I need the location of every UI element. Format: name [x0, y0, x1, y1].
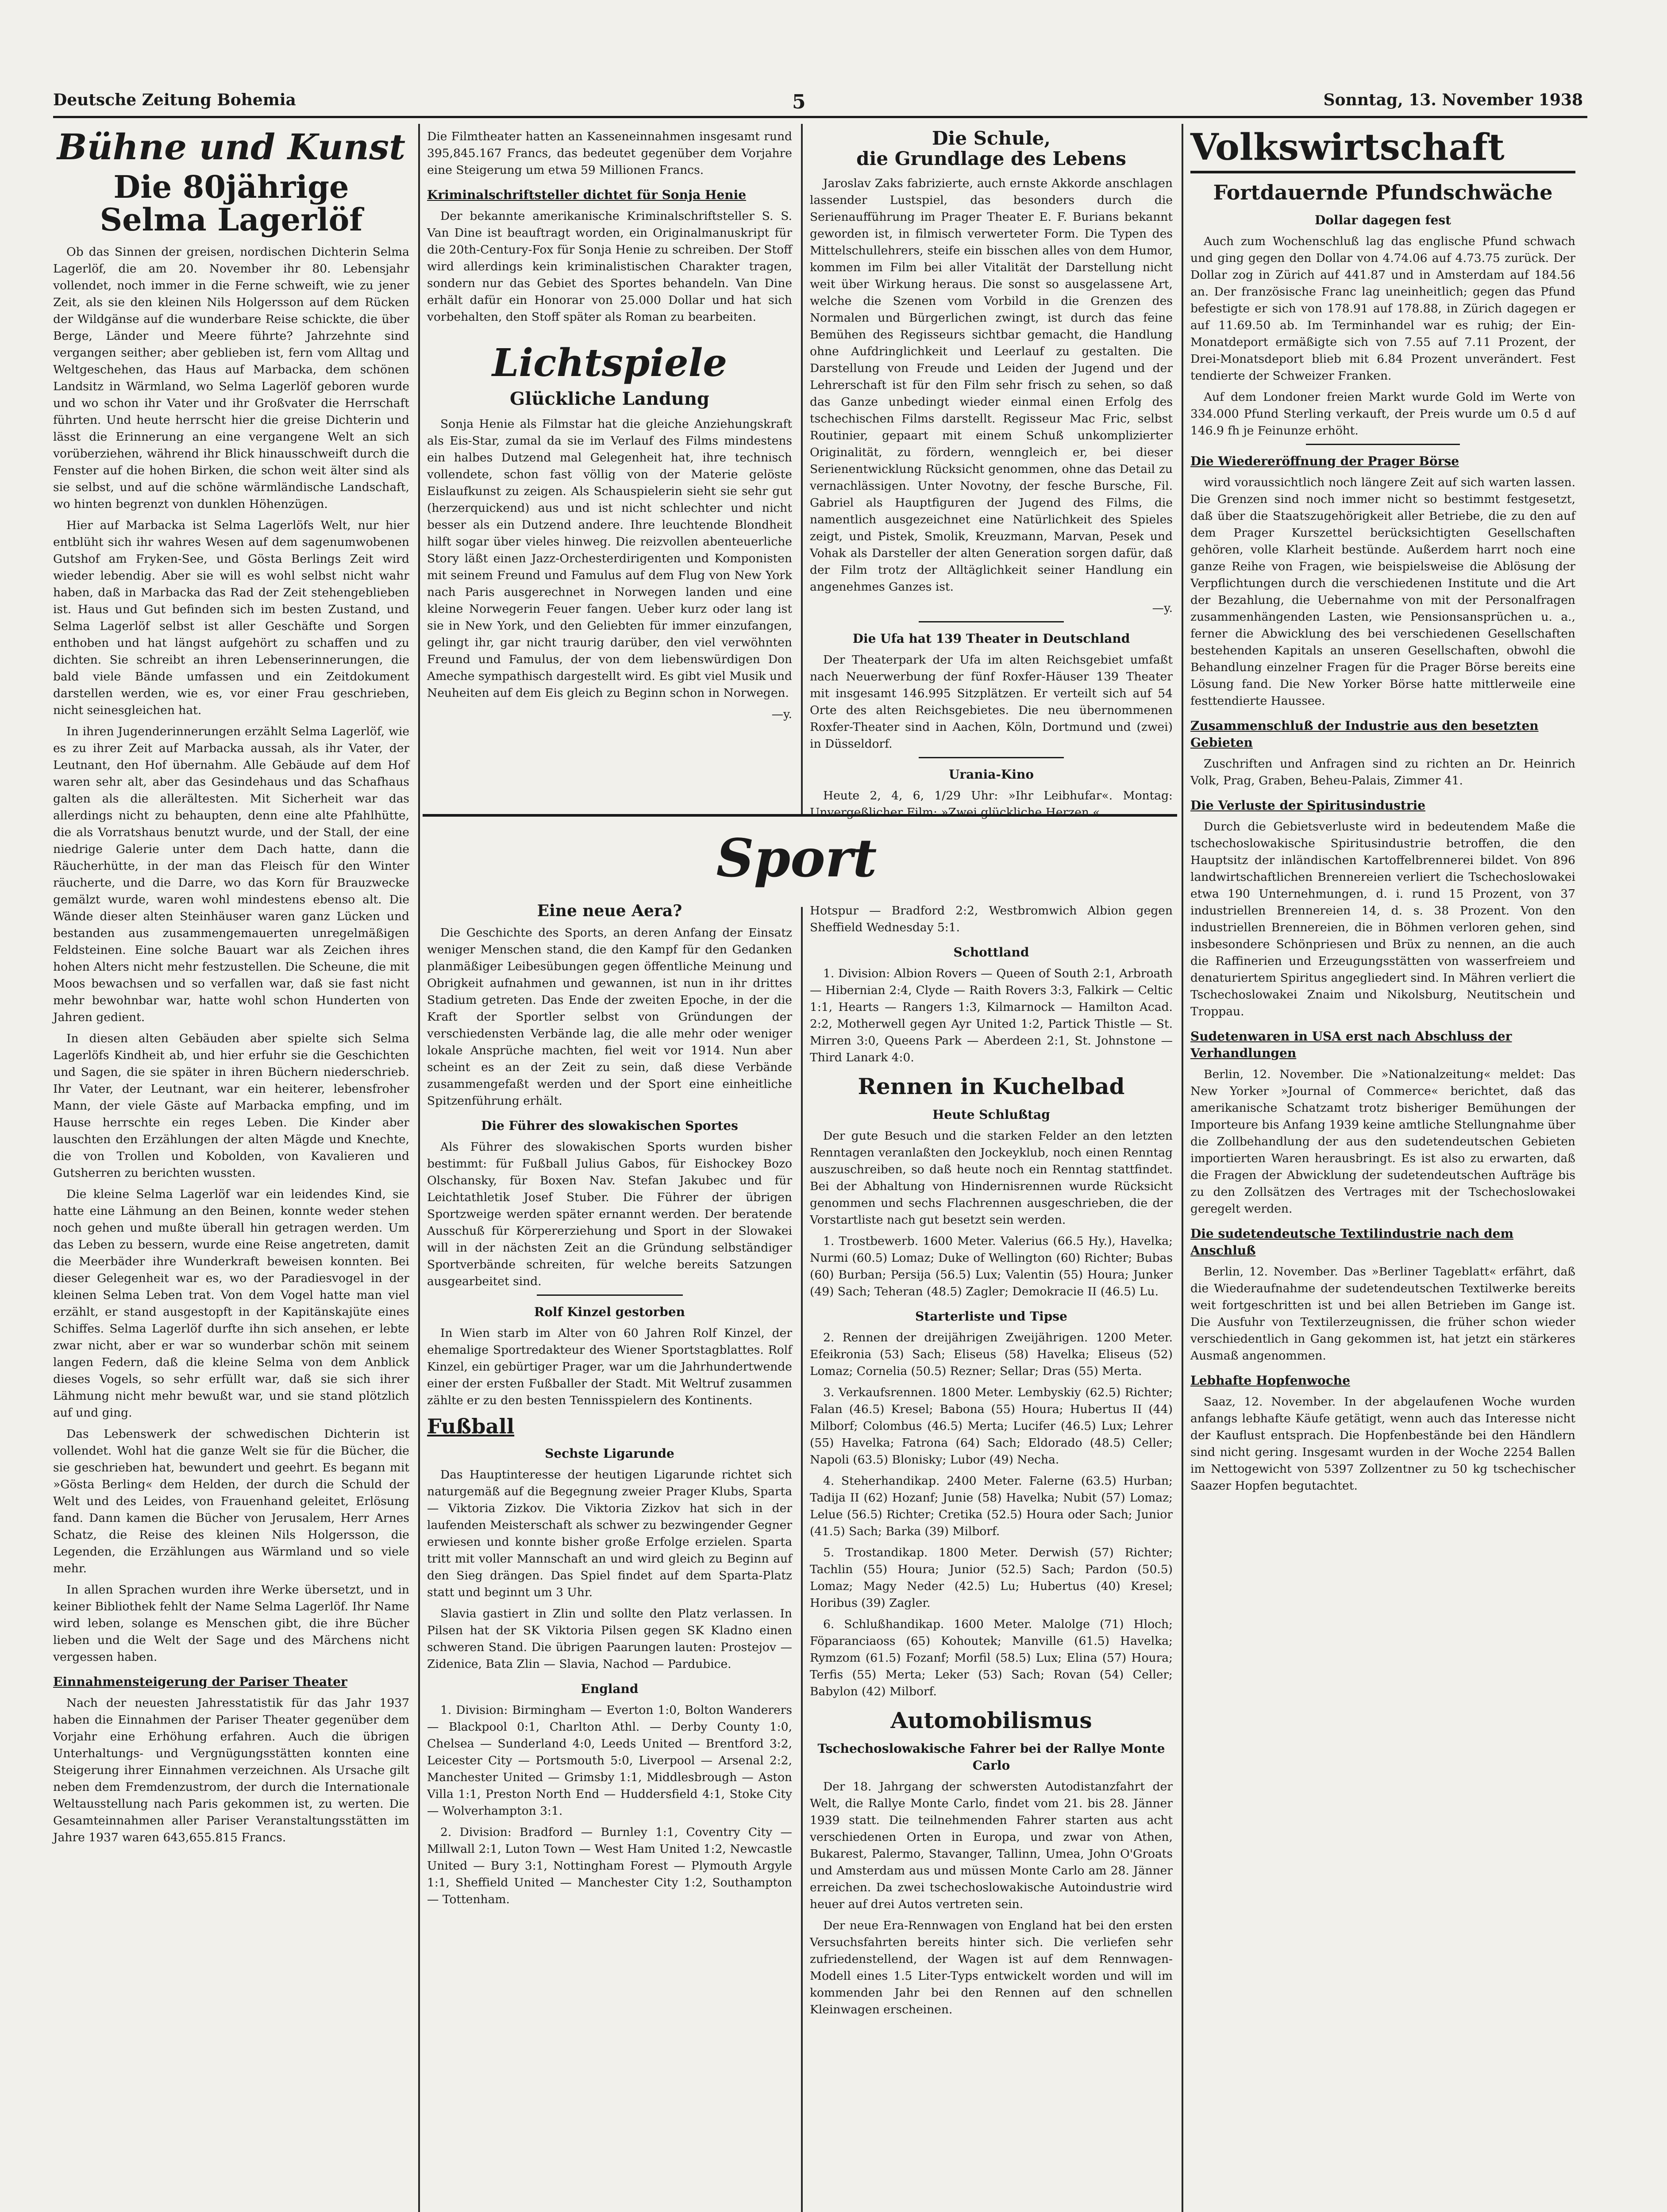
section-title-buehne: Bühne und Kunst — [57, 126, 406, 168]
subheading: Die sudetendeutsche Textilindustrie nach dem Anschluß — [1190, 1226, 1514, 1258]
divider — [1306, 444, 1460, 445]
page-number: 5 — [792, 91, 806, 113]
column-lichtspiele — [427, 128, 792, 810]
paragraph: In diesen alten Gebäuden aber spielte sich Selma Lagerlöfs Kindheit ab, und hier erfuhr sie die Geschichten und Sagen, die sie später in ihren Büchern niederschrieb. Ihr Vater, der Leutnant, war ein heiterer, lebensfroher Mann, der viele Gäste auf Marbacka empfing, und im Hause herrschte ein reges Leben. Die Kinder aber lauschten den Erzählungen der alten Mägde und Knechte, die von Trollen und Kobolden, von Kavalieren und Gutsherren zu berichten wussten. — [53, 1032, 409, 1180]
column-buehne-und-kunst — [53, 128, 409, 2212]
paragraph: Ob das Sinnen der greisen, nordischen Dichterin Selma Lagerlöf, die am 20. November ihr 80. Lebensjahr vollendet, noch immer in die Ferne schweift, wie zu jener Zeit, als sie den kleinen Nils Holgersson auf dem Rücken der Wildgänse auf die wunderbare Reise schickte, die über Berge, Länder und Meere führte? Jahrzehnte sind vergangen seither; aber geblieben ist, fern vom Alltag und Weltgeschehen, das Haus auf Marbacka, dem schönen Landsitz in Wärmland, wo Selma Lagerlöf geboren wurde und wo schon ihr Vater und ihr Großvater die Herrschaft führten. Und heute herrscht hier die greise Dichterin und lässt die Erinnerung an eine vergangene Welt an sich vorüberziehen, während ihr Blick hinausschweift durch die Fenster auf die hohen Birken, die schon weit älter sind als sie selbst, und auf die schöne wärmländische Landschaft, wo hinten begrenzt von dunklen Höhenzügen. — [53, 245, 409, 511]
subheading: Kriminalschriftsteller dichtet für Sonja Henie — [427, 188, 747, 202]
subsection-title-fussball: Fußball — [427, 1414, 515, 1438]
article-title: Glückliche Landung — [510, 388, 709, 410]
paragraph: Die Geschichte des Sports, an deren Anfang der Einsatz weniger Menschen stand, die den Kampf für den Gedanken planmäßiger Leibesübungen gegen öffentliche Meinung und Obrigkeit aufnahmen und gewannen, ist nun in ihr drittes Stadium getreten. Das Ende der zweiten Epoche, in der die Kraft der Sportler selbst von Gründungen der verschiedensten Verbände lag, die alle mehr oder weniger lokale Ansprüche machten, fiel weit vor 1914. Nun aber scheint es an der Zeit zu sein, daß diese Verbände zusammengefaßt werden und der Sport eine einheitliche Spitzenführung erhält. — [427, 926, 792, 1108]
paragraph: Slavia gastiert in Zlin und sollte den Platz verlassen. In Pilsen hat der SK Viktoria Pilsen gegen SK Kladno einen schweren Stand. Die übrigen Paarungen lauten: Prostejov — Zidenice, Bata Zlin — Slavia, Nachod — Pardubice. — [427, 1607, 792, 1671]
paragraph: 2. Division: Bradford — Burnley 1:1, Coventry City — Millwall 2:1, Luton Town — West Ham United 1:2, Newcastle United — Bury 3:1, Nottingham Forest — Plymouth Argyle 1:1, Sheffield United — Manchester City 1:2, Southampton — Tottenham. — [427, 1825, 792, 1907]
paragraph: wird voraussichtlich noch längere Zeit auf sich warten lassen. Die Grenzen sind noch immer nicht so bestimmt festgesetzt, daß über die Staatszugehörigkeit aller Betriebe, die zu den auf dem Prager Kurszettel berücksichtigten Gesellschaften gehören, volle Klarheit bestünde. Außerdem harrt noch eine ganze Reihe von Fragen, wie beispielsweise die Ablösung der Verpflichtungen durch die verschiedenen Institute und die Art der Bezahlung, die Uebernahme von mit der Personalfragen zusammenhängenden Lasten, wie Pensionsansprüchen u. a., ferner die Abwicklung des bei verschiedenen Gesellschaften bestehenden Kapitals an unseren Gesellschaften, obwohl die Behandlung einzelner Fragen für die Prager Börse bereits eine Lösung fand. Die New Yorker Börse hatte mittlerweile eine festtendierte Haussee. — [1190, 475, 1575, 708]
paragraph: Berlin, 12. November. Das »Berliner Tageblatt« erfährt, daß die Wiederaufnahme der sudetendeutschen Textilwerke bereits weit fortgeschritten ist und bei allen Betrieben im Gange ist. Die Ausfuhr von Textilerzeugnissen, die früher schon wieder verschiedentlich in Gang gekommen ist, hat jetzt ein stärkeres Ausmaß angenommen. — [1190, 1264, 1575, 1363]
column-sport-left — [427, 902, 792, 2212]
paragraph: Sonja Henie als Filmstar hat die gleiche Anziehungskraft als Eis-Star, zumal da sie im Verlauf des Films mindestens ein halbes Dutzend mal Gelegenheit hat, ihre technisch vollendete, schon fast völlig von der Materie gelöste Eislaufkunst zu zeigen. Als Schauspielerin sieht sie sehr gut (herzerquickend) aus und ist nicht schlechter und nicht besser als ein Dutzend andere. Ihre leuchtende Blondheit hilft sogar über vieles hinweg. Die reizvollen abenteuerliche Story läßt einen Jazz-Orchesterdirigenten und Komponisten mit seinem Freund und Famulus auf dem Flug von New York nach Paris ausgerechnet in Norwegen landen und eine kleine Norwegerin Feuer fangen. Ueber kurz oder lang ist sie in New York, und den Geliebten für immer einzufangen, gelingt ihr, gar nicht traurig darüber, den viel verwöhnten Freund und Famulus, der von dem liebenswürdigen Don Ameche sympathisch dargestellt wird. Es gibt viel Musik und Neuheiten auf dem Eis gleich zu Beginn schon in Norwegen. — [427, 417, 792, 700]
paragraph: Zuschriften und Anfragen sind zu richten an Dr. Heinrich Volk, Prag, Graben, Beheu-Palais, Zimmer 41. — [1190, 757, 1575, 787]
paragraph: Auch zum Wochenschluß lag das englische Pfund schwach und ging gegen den Dollar von 4.74.06 auf 4.73.75 zurück. Der Dollar zog in Zürich auf 441.87 und in Amsterdam auf 184.56 an. Der französische Franc lag uneinheitlich; gegen das Pfund befestigte er sich von 178.91 auf 178.88, in Zürich dagegen er auf 11.69.50 ab. Im Terminhandel war es ruhig; der Ein-Monatdeport ermäßigte sich von 7.55 auf 7.11 Prozent, der Drei-Monatsdeport blieb mit 6.84 Prozent unverändert. Fest tendierte der Schweizer Franken. — [1190, 234, 1575, 383]
paragraph: Hier auf Marbacka ist Selma Lagerlöfs Welt, nur hier entblüht sich ihr wahres Wesen auf dem sagenumwobenen Gutshof am Fryken-See, und Gösta Berlings Zeit wird wieder lebendig. Aber sie will es wohl selbst nicht wahr haben, daß in Marbacka das Rad der Zeit stehengeblieben ist. Haus und Gut befinden sich im besten Zustand, und Selma Lagerlöf selbst ist aller Geschäfte und Sorgen enthoben und hat längst aufgehört zu schaffen und zu dichten. Sie schreibt an ihren Lebenserinnerungen, die bald viele Bände umfassen und ein Zeitdokument darstellen werden, wie es, vor einer Frau geschrieben, nicht seinesgleichen hat. — [53, 518, 409, 717]
paragraph: Nach der neuesten Jahresstatistik für das Jahr 1937 haben die Einnahmen der Pariser Theater gegenüber dem Vorjahr eine Erhöhung erfahren. Auch die übrigen Unterhaltungs- und Vergnügungsstätten konnten eine Steigerung ihrer Einnahmen verzeichnen. Als Ursache gilt neben dem Fremdenzustrom, der durch die Internationale Weltausstellung nach Paris gekommen ist, zu werten. Die Gesamteinnahmen aller Pariser Veranstaltungsstätten im Jahre 1937 waren 643,655.815 Francs. — [53, 1696, 409, 1844]
subheading: Die Verluste der Spiritusindustrie — [1190, 798, 1426, 813]
paragraph: Berlin, 12. November. Die »Nationalzeitung« meldet: Das New Yorker »Journal of Commerce« berichtet, daß das amerikanische Schatzamt trotz bisheriger Bemühungen der Importeure bis Anfang 1939 keine amtliche Stellungnahme über die Zollbehandlung der aus den sudetendeutschen Gebieten importierten Waren herausbringt. Es ist also zu erwarten, daß die Fragen der Abwicklung der sudetendeutschen Aufträge bis zu den Zollsätzen des Vertrages mit der Tschechoslowakei geregelt werden. — [1190, 1067, 1575, 1216]
paragraph: 5. Trostandikap. 1800 Meter. Derwish (57) Richter; Tachlin (55) Houra; Junior (52.5) Sach; Pardon (50.5) Lomaz; Magy Neder (42.5) Lu; Hubertus (40) Kresel; Horibus (39) Zagler. — [810, 1546, 1173, 1610]
paragraph: 6. Schlußhandikap. 1600 Meter. Malolge (71) Hloch; Föparanciaoss (65) Kohoutek; Manville (61.5) Havelka; Rymzom (61.5) Fozanf; Morfil (58.5) Lux; Elina (57) Houra; Terfis (55) Merta; Leker (53) Sach; Rovan (54) Celler; Babylon (42) Milborf. — [810, 1617, 1173, 1698]
paragraph: Saaz, 12. November. In der abgelaufenen Woche wurden anfangs lebhafte Käufe getätigt, wenn auch das Interesse nicht der Kauflust entsprach. Die Hopfenbestände bei den Händlern sind nicht gering. Insgesamt wurden in der Woche 2254 Ballen im Nettogewicht von 5397 Zollzentner zu 50 kg tschechischer Saazer Hopfen begutachtet. — [1190, 1394, 1575, 1493]
paragraph: Als Führer des slowakischen Sports wurden bisher bestimmt: für Fußball Julius Gabos, für Eishockey Bozo Olschansky, für Boxen Nav. Stefan Jakubec und für Leichtathletik Josef Stuber. Die Führer der übrigen Sportzweige werden später ernannt werden. Der beratende Ausschuß für Körpererziehung und Sport in der Slowakei will in der nächsten Zeit an die Gründung selbständiger Sportverbände schreiten, für welche bereits Satzungen ausgearbeitet sind. — [427, 1140, 792, 1288]
paragraph: Jaroslav Zaks fabrizierte, auch ernste Akkorde anschlagen lassender Lustspiel, das besonders durch die Serienaufführung im Prager Theater E. F. Burians bekannt geworden ist, in filmisch verwerteter Form. Die Typen des Mittelschullehrers, steife ein bisschen alles von dem Humor, kommen im Film bei aller Vitalität der Darstellung nicht weit über Wirkung heraus. Die sonst so ausgelassene Art, welche die Szenen vom Vorbild in die Grenzen des Normalen und Bürgerlichen zwingt, ist durch das feine Bemühen des Regisseurs sichtbar gemacht, die Handlung ohne Aufdringlichkeit und Leerlauf zu gestalten. Die Darstellung von Freude und Leiden der Jugend und der Lehrerschaft ist für den Film sehr frisch zu sehen, so daß das Ganze unbedingt wieder einmal einen Erfolg des tschechischen Films darstellt. Regisseur Mac Fric, selbst Routinier, gepaart mit einem Schuß unkomplizierter Originalität, zu fördern, wenngleich er, bei dieser Serienentwicklung Rücksicht genommen, ohne das Detail zu vernachlässigen. Unter Novotny, der fesche Bursche, Fil. Gabriel als Hauptfiguren der Jugend des Films, die namentlich ausgezeichnet eine Natürlichkeit des Spieles zeigt, und Pistek, Smolik, Kreuzmann, Marvan, Pesek und Vohak als Darsteller der alten Generation sorgen dafür, daß der Film trotz der Alltäglichkeit seiner Handlung ein angenehmes Ganzes ist. — [810, 177, 1173, 594]
paragraph: Durch die Gebietsverluste wird in bedeutendem Maße die tschechoslowakische Spiritusindustrie betroffen, die den Hauptsitz der inländischen Kartoffelbrennerei bildet. Von 896 landwirtschaftlichen Brennereien verliert die Tschechoslowakei etwa 190 Unternehmungen, d. i. rund 15 Prozent, von 37 industriellen Brennereien 14, d. s. 38 Prozent. Von den industriellen Brennereien, die in Böhmen verloren gehen, sind insbesondere Schönpriesen und Brüx zu nennen, an die auch die Raffinerien und Erzeugungsstätten von wasserfreiem und denaturiertem Spiritus angegliedert sind. In Mähren verliert die Tschechoslowakei Znaim und Nikolsburg, Neutitschein und Troppau. — [1190, 819, 1575, 1018]
paragraph: Das Lebenswerk der schwedischen Dichterin ist vollendet. Wohl hat die ganze Welt sie für die Bücher, die sie geschrieben hat, bewundert und geehrt. Es begann mit »Gösta Berling« dem Helden, der durch die Schuld der Welt und des Leides, von Frauenhand geleitet, Erlösung fand. Dann kamen die Bücher von Jerusalem, Herr Arnes Schatz, die Reise des kleinen Nils Holgersson, die Legenden, die Erzählungen aus Wärmland und so viele mehr. — [53, 1427, 409, 1575]
subheading: Die Ufa hat 139 Theater in Deutschland — [852, 631, 1130, 646]
article-title-automobilismus: Automobilismus — [890, 1707, 1092, 1733]
paragraph: In ihren Jugenderinnerungen erzählt Selma Lagerlöf, wie es zu ihrer Zeit auf Marbacka aussah, als ihr Vater, der Leutnant, den Hof übernahm. Alle Gebäude auf dem Hof waren sehr alt, aber das Gesindehaus und das Schafhaus galten als die allerältesten. Mit Sicherheit war das allerdings nicht zu behaupten, denn eine alte Pfahlhütte, die als Vorratshaus benutzt wurde, und der Stall, der eine niedrige Galerie unter dem Dach hatte, dann die Räucherhütte, in der man das Fleisch für den Winter räucherte, und die Darre, wo das Korn für Brauzwecke gemälzt wurde, waren wohl mindestens ebenso alt. Die Wände dieser alten Steinhäuser waren ganz Lücken und bestanden aus zusammengemauerten unregelmäßigen Feldsteinen. Eine solche Bauart war als Zeichen ihres hohen Alters nicht mehr festzustellen. Die Scheune, die mit Moos bewachsen und so verfallen war, daß sie fast nicht mehr bewohnbar war, hatte wohl schon Hunderten von Jahren gedient. — [53, 725, 409, 1024]
article-title: Eine neue Aera? — [537, 902, 682, 920]
paragraph: Der bekannte amerikanische Kriminalschriftsteller S. S. Van Dine ist beauftragt worden, ein Originalmanuskript für die 20th-Century-Fox für Sonja Henie zu schreiben. Der Stoff wird allerdings kein kriminalistischen Charakter tragen, sondern nur das Gebiet des Sportes behandeln. Van Dine erhält dafür ein Honorar von 25.000 Dollar und hat sich vorbehalten, den Stoff später als Roman zu bearbeiten. — [427, 209, 792, 324]
paragraph: Auf dem Londoner freien Markt wurde Gold im Werte von 334.000 Pfund Sterling verkauft, der Preis wurde um 0.5 d auf 146.9 fh je Feinunze erhöht. — [1190, 390, 1575, 438]
section-title-sport: Sport — [716, 827, 877, 889]
subheading: Rolf Kinzel gestorben — [534, 1304, 685, 1319]
signature: —y. — [771, 707, 792, 722]
subheading: Lebhafte Hopfenwoche — [1190, 1373, 1351, 1388]
column-rule-2 — [801, 124, 803, 814]
subheading: England — [581, 1682, 639, 1697]
article-title-line2: Selma Lagerlöf — [100, 201, 363, 238]
subheading: Dollar dagegen fest — [1314, 212, 1451, 227]
column-schule — [810, 127, 1173, 820]
article-title-line1: Die Schule, — [932, 127, 1051, 149]
paragraph: In allen Sprachen wurden ihre Werke übersetzt, und in keiner Bibliothek fehlt der Name Selma Lagerlöf. Ihr Name wird leben, solange es Menschen gibt, die ihre Bücher lieben und die Welt der Sage und des Märchens nicht vergessen haben. — [53, 1583, 409, 1664]
header-rule — [53, 116, 1587, 118]
article-title-line1: Die 80jährige — [113, 169, 349, 205]
issue-date: Sonntag, 13. November 1938 — [1323, 91, 1583, 109]
paragraph: Der Theaterpark der Ufa im alten Reichsgebiet umfaßt nach Neuerwerbung der fünf Roxfer-Häuser 139 Theater mit insgesamt 146.995 Sitzplätzen. Er verteilt sich auf 54 Orte des alten Reichsgebietes. Die neu übernommenen Roxfer-Theater sind in Aachen, Köln, Dortmund und (zwei) in Düsseldorf. — [810, 653, 1173, 751]
divider — [919, 757, 1064, 758]
signature: —y. — [1152, 601, 1173, 615]
subheading: Schottland — [953, 945, 1029, 960]
section-title-volkswirtschaft: Volkswirtschaft — [1190, 126, 1505, 169]
paragraph: 2. Rennen der dreijährigen Zweijährigen. 1200 Meter. Efeikronia (53) Sach; Eliseus (58) Havelka; Eliseus (52) Lomaz; Cornelia (50.5) Rezner; Sellar; Dras (55) Merta. — [810, 1331, 1173, 1378]
subheading: Einnahmensteigerung der Pariser Theater — [53, 1674, 347, 1689]
subheading: Zusammenschluß der Industrie aus den besetzten Gebieten — [1190, 718, 1539, 750]
paragraph: Heute 2, 4, 6, 1/29 Uhr: »Ihr Leibhufar«. Montag: Unvergeßlicher Film: »Zwei glückliche Herzen.« — [810, 789, 1173, 820]
paragraph: Die Filmtheater hatten an Kasseneinnahmen insgesamt rund 395,845.167 Francs, das bedeutet gegenüber dem Vorjahre eine Steigerung um etwa 59 Millionen Francs. — [427, 130, 792, 177]
subheading: Heute Schlußtag — [932, 1107, 1050, 1122]
paragraph: Die kleine Selma Lagerlöf war ein leidendes Kind, sie hatte eine Lähmung an den Beinen, konnte weder stehen noch gehen und mußte überall hin getragen werden. Um das Leben zu bessern, wurde eine Reise angetreten, damit die Meerbäder ihre Wunderkraft beweisen konnten. Bei dieser Gelegenheit war es, wo der Paradiesvogel in der kleinen Selma Leben trat. Von dem Vogel hatte man viel erzählt, er stand ausgestopft in der Kapitänskajüte eines Schiffes. Selma Lagerlöf durfte ihn sich ansehen, er lebte zwar nicht, aber er war so wunderbar schön mit seinem langen Federn, daß die kleine Selma von dem Anblick dieses Vogels, so sehr erfüllt war, daß sie sich ihrer Lähmung nicht mehr bewußt war, und sie stand plötzlich auf und ging. — [53, 1187, 409, 1420]
paragraph: Das Hauptinteresse der heutigen Ligarunde richtet sich naturgemäß auf die Begegnung zweier Prager Klubs, Sparta — Viktoria Zizkov. Die Viktoria Zizkov hat sich in der laufenden Meisterschaft als schwer zu bezwingender Gegner erwiesen und konnte bisher große Erfolge erzielen. Sparta tritt mit voller Mannschaft an und wird gleich zu Beginn auf den Sieg drängen. Das Spiel findet auf dem Sparta-Platz statt und beginnt um 3 Uhr. — [427, 1468, 792, 1600]
article-title-line2: die Grundlage des Lebens — [856, 148, 1126, 170]
subheading: Starterliste und Tipse — [915, 1309, 1067, 1324]
subheading: Die Führer des slowakischen Sportes — [481, 1118, 738, 1133]
paragraph: 1. Division: Albion Rovers — Queen of South 2:1, Arbroath — Hibernian 2:4, Clyde — Raith Rovers 3:3, Falkirk — Celtic 1:1, Hearts — Rangers 1:3, Kilmarnock — Hamilton Acad. 2:2, Motherwell gegen Ayr United 1:2, Partick Thistle — St. Mirren 3:0, Queens Park — Aberdeen 2:1, St. Johnstone — Third Lanark 4:0. — [810, 967, 1173, 1064]
divider — [1190, 171, 1575, 173]
divider — [537, 1294, 683, 1296]
article-title: Fortdauernde Pfundschwäche — [1213, 180, 1553, 205]
subheading: Tschechoslowakische Fahrer bei der Rallye Monte Carlo — [817, 1741, 1165, 1773]
subheading: Sudetenwaren in USA erst nach Abschluss der Verhandlungen — [1190, 1029, 1512, 1060]
paragraph: 1. Trostbewerb. 1600 Meter. Valerius (66.5 Hy.), Havelka; Nurmi (60.5) Lomaz; Duke of Wellington (60) Richter; Bubas (60) Burban; Persija (56.5) Lux; Valentin (55) Houra; Junker (49) Sach; Teheran (48.5) Zagler; Demokracie II (46.5) Lu. — [810, 1234, 1173, 1298]
paragraph: In Wien starb im Alter von 60 Jahren Rolf Kinzel, der ehemalige Sportredakteur des Wiener Sportstagblattes. Rolf Kinzel, ein gebürtiger Prager, war um die Jahrhundertwende einer der ersten Fußballer der Stadt. Mit Weltruf zusammen zählte er zu den besten Tennisspielern des Kontinents. — [427, 1326, 792, 1407]
column-rule-1 — [418, 124, 420, 2212]
column-rule-sport — [801, 907, 803, 2212]
paragraph: Der neue Era-Rennwagen von England hat bei den ersten Versuchsfahrten bereits hinter sich. Die verliefen sehr zufriedenstellend, der Wagen ist auf dem Rennwagen-Modell eines 1.5 Liter-Typs entwickelt worden und will im kommenden Jahr bei den Rennen auf den schnellen Kleinwagen erscheinen. — [810, 1919, 1173, 2016]
article-title-rennen: Rennen in Kuchelbad — [858, 1073, 1125, 1099]
subheading: Die Wiedereröffnung der Prager Börse — [1190, 453, 1459, 469]
paragraph: Der 18. Jahrgang der schwersten Autodistanzfahrt der Welt, die Rallye Monte Carlo, findet vom 21. bis 28. Jänner 1939 statt. Die teilnehmenden Fahrer starten aus acht verschiedenen Orten in Europa, und zwar von Athen, Bukarest, Palermo, Stavanger, Tallinn, Umea, John O'Groats und Amsterdam aus und müssen Monte Carlo am 28. Jänner erreichen. Da zwei tschechoslowakische Autoindustrie wird heuer auf drei Autos vertreten sein. — [810, 1780, 1173, 1911]
paragraph: 1. Division: Birmingham — Everton 1:0, Bolton Wanderers — Blackpool 0:1, Charlton Athl. — Derby County 1:0, Chelsea — Sunderland 4:0, Leeds United — Brentford 3:2, Leicester City — Portsmouth 5:0, Liverpool — Arsenal 2:2, Manchester United — Grimsby 1:1, Middlesbrough — Aston Villa 1:1, Preston North End — Huddersfield 4:1, Stoke City — Wolverhampton 3:1. — [427, 1703, 792, 1818]
section-title-lichtspiele: Lichtspiele — [492, 341, 728, 385]
subheading: Urania-Kino — [948, 767, 1034, 782]
divider — [919, 621, 1064, 622]
paragraph: Der gute Besuch und die starken Felder an den letzten Renntagen veranlaßten den Jockeyklub, noch einen Renntag auszuschreiben, so daß heute noch ein Renntag stattfindet. Bei der Abhaltung von Hindernisrennen wurde Rücksicht genommen und sechs Flachrennen ausgeschrieben, die der Vorstartliste nach gut besetzt sein werden. — [810, 1129, 1173, 1227]
paragraph: Hotspur — Bradford 2:2, Westbromwich Albion gegen Sheffield Wednesday 5:1. — [810, 904, 1173, 934]
paragraph: 3. Verkaufsrennen. 1800 Meter. Lembyskiy (62.5) Richter; Falan (46.5) Kresel; Babona (55) Houra; Hubertus II (44) Milborf; Colombus (46.5) Merta; Lucifer (46.5) Lux; Lehrer (55) Havelka; Fatrona (64) Sach; Eldorado (48.5) Celler; Napoli (63.5) Blonisky; Lubor (49) Necha. — [810, 1386, 1173, 1467]
column-sport-right — [810, 902, 1173, 2212]
column-rule-3 — [1182, 124, 1183, 2212]
subheading: Sechste Ligarunde — [545, 1446, 674, 1461]
column-volkswirtschaft — [1190, 128, 1575, 2212]
masthead-name: Deutsche Zeitung Bohemia — [53, 91, 296, 109]
paragraph: 4. Steherhandikap. 2400 Meter. Falerne (63.5) Hurban; Tadija II (62) Hozanf; Junie (58) Havelka; Nubit (57) Lomaz; Lelue (56.5) Richter; Cretika (52.5) Houra oder Sach; Junior (41.5) Sach; Barka (39) Milborf. — [810, 1474, 1173, 1538]
